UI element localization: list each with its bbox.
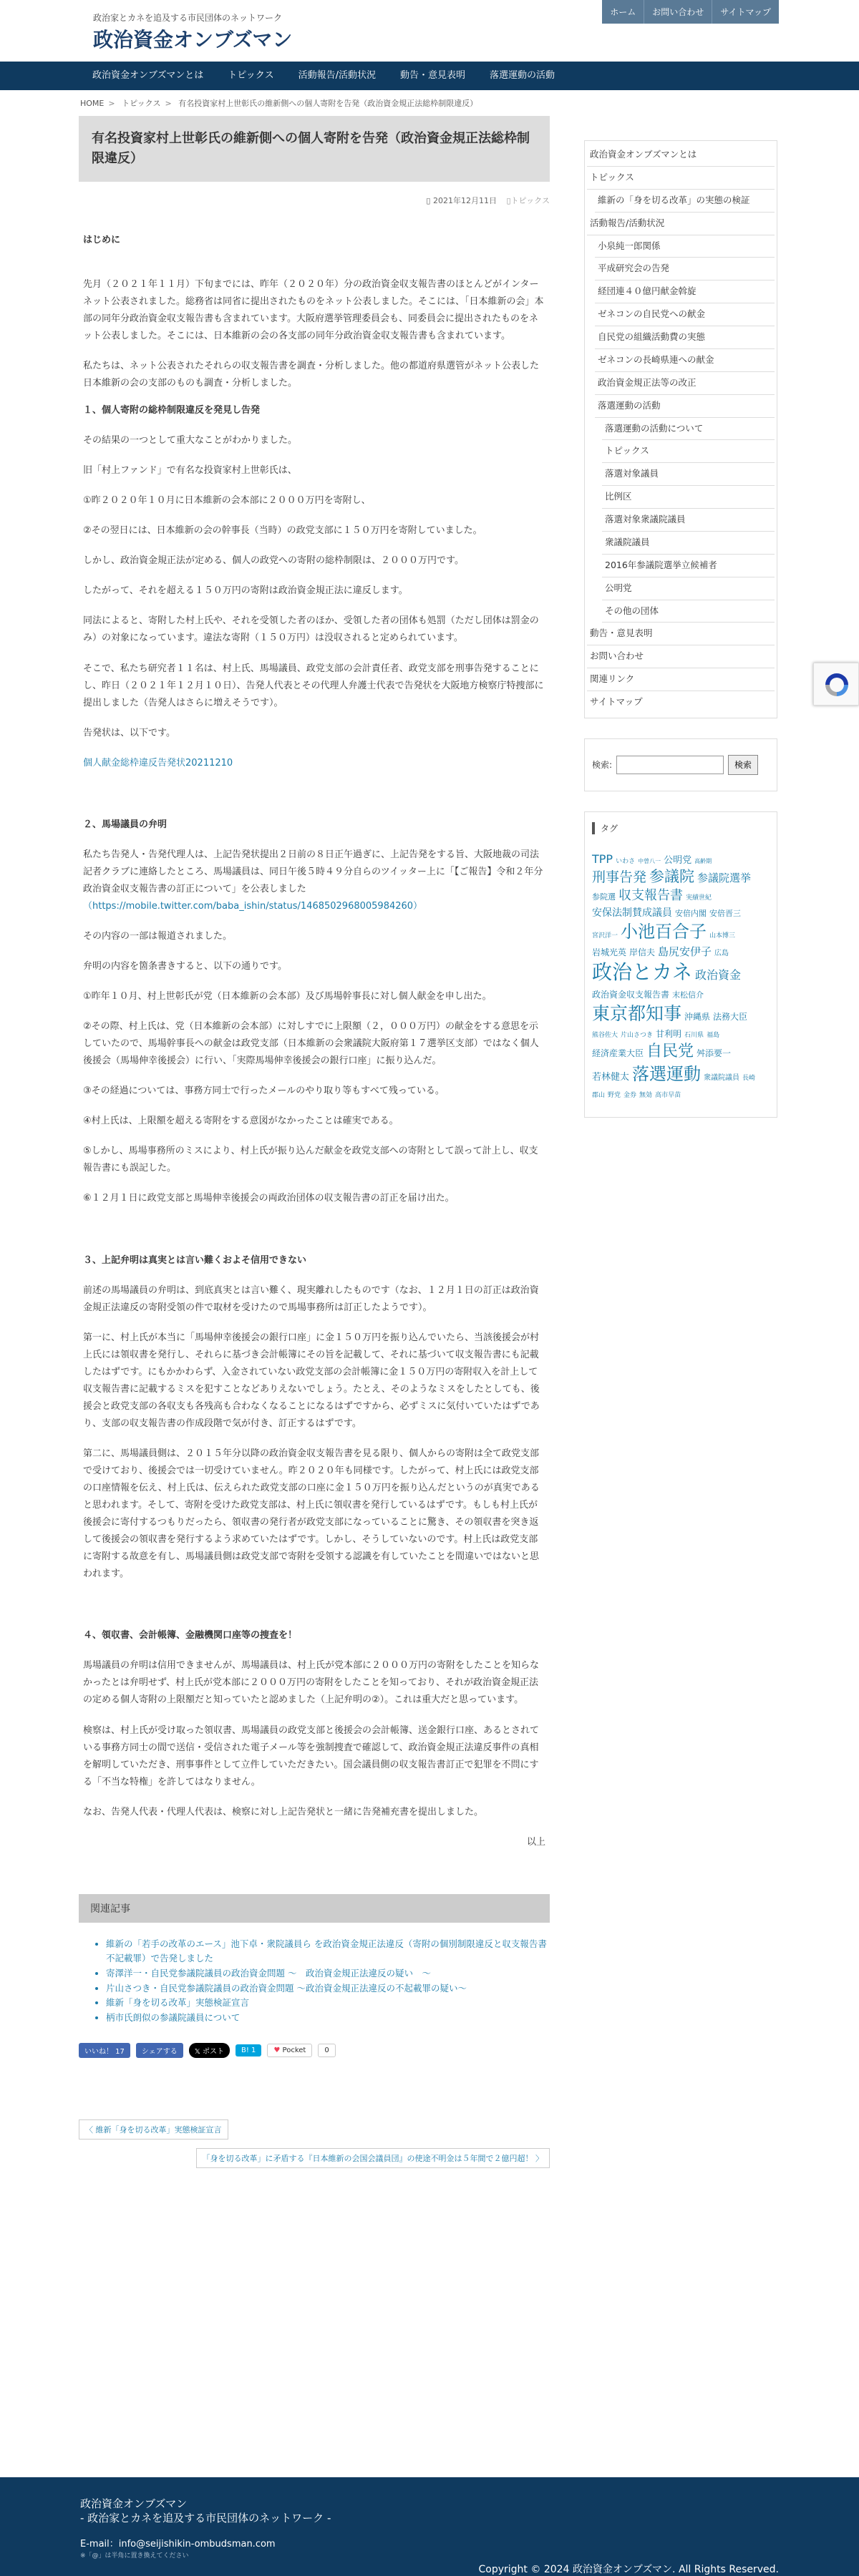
sidebar-item[interactable]: 動告・意見表明 [587, 623, 775, 645]
tag-link[interactable]: 高市早苗 [655, 1092, 681, 1100]
sidebar-item[interactable]: サイトマップ [590, 696, 643, 707]
sidebar-item[interactable]: ゼネコンの長崎県連への献金 [595, 349, 775, 372]
paragraph: 私たちは、ネット公表されたそれらの収支報告書を調査・分析しました。他の都道府県選管がネット公表した日本維新の会の支部のものも調査・分析しました。 [83, 361, 540, 389]
sidebar-item[interactable]: 経団連４０億円献金斡旋 [595, 280, 775, 303]
post-body [79, 232, 550, 1851]
paragraph: ①昨２０２０年１０月に日本維新の会本部に２０００万円を寄附し、 [83, 495, 371, 507]
tag-link[interactable]: 政治とカネ [592, 960, 693, 985]
top-link-home[interactable]: ホーム [610, 7, 636, 17]
tag-link[interactable]: 野党 [608, 1092, 621, 1100]
closing: 以上 [526, 1836, 545, 1848]
section-heading: ２、馬場議員の弁明 [83, 819, 168, 830]
paragraph: 旧「村上ファンド」で有名な投資家村上世彰氏は、 [83, 465, 297, 477]
footer-note: ※「@」は半角に置き換えてください [80, 2552, 189, 2560]
tag-link[interactable]: 熊谷佐大 [592, 1032, 618, 1040]
footer-tagline: - 政治家とカネを追及する市民団体のネットワーク - [80, 2512, 331, 2524]
section-heading: はじめに [83, 234, 121, 245]
tag-link[interactable]: TPP [592, 852, 613, 866]
pocket-icon: ♥ [273, 2046, 281, 2054]
tag-link[interactable]: 島尻安伊子 [658, 945, 712, 958]
tag-link[interactable]: 法務大臣 [713, 1011, 748, 1022]
post-meta [79, 195, 550, 206]
site-title[interactable]: 政治資金オンブズマン [93, 28, 293, 52]
tag-link[interactable]: 末松信介 [672, 990, 704, 1000]
paragraph: ③その経過については、事務方同士で行ったメールのやり取り等もすべて残っている。 [83, 1085, 445, 1097]
tag-link[interactable]: 安保法制賛成議員 [592, 907, 672, 919]
tag-link[interactable]: 政治資金収支報告書 [592, 990, 670, 1000]
paragraph: ⑥１２月１日に政党支部と馬場伸幸後援会の両政治団体の収支報告書の訂正を届け出た。 [83, 1193, 455, 1204]
tag-link[interactable]: 高齢期 [694, 857, 712, 864]
breadcrumb: HOME > トピックス > 有名投資家村上世彰氏の維新側への個人寄附を告発（政治資金規正法総枠制限違反） [80, 99, 478, 108]
sidebar-nav [584, 140, 777, 718]
paragraph: 同法によると、寄附した村上氏や、それを受領した者のほか、受領した者の団体も処罰（ただし団体は罰金のみ）の対象になっています。違法な寄附（１５０万円）は没収されると定められています。 [83, 615, 539, 644]
chevron-left-icon: 〈 [85, 2124, 93, 2135]
paragraph: 第一に、村上氏が本当に「馬場伸幸後援会の銀行口座」に金１５０万円を振り込んでいたら、当該後援会が村上氏には領収書を発行し、それらに基づき会計帳簿にその旨を記載して、それに基づいて収支報告書にも記載したはずです。にもかかわらず、入金されていない政党支部の会計帳簿に金１５０万円の寄附収入を計上して収支報告書に記載するミスを犯すことなどありえないでしょう。たとえ、そのようなミスをしたとしても、後援会と政党支部の各収支も各残高も合わなくなることになるはずですから、必ずミスに気付いていたはずであり、支部の収支報告書の作成段階で気が付き、訂正するはずです。 [83, 1332, 540, 1429]
tag-link[interactable]: 沖縄県 [684, 1011, 711, 1022]
paragraph: 私たち告発人・告発代理人は、上記告発状提出２日前の８日正午過ぎに、上記告発をする旨、大阪地裁の司法記者クラブに連絡したところ、馬場議員は、同日午後５時４９分自らのツイッター上に「【ご報告】令和２年分政治資金収支報告書の訂正について」を公表しました（https://mobile.twitter.com/baba_ishin/status/1468502968005984260） [83, 849, 543, 912]
pocket-count: 0 [318, 2044, 335, 2057]
related-link[interactable]: 柄市氏朗似の参議院議員について [106, 2011, 241, 2023]
tag-link[interactable]: 甘利明 [656, 1029, 682, 1040]
tag-link[interactable]: 参議院選挙 [697, 872, 752, 885]
tag-link[interactable]: 政治資金 [695, 968, 742, 982]
tag-link[interactable]: 長崎 [742, 1074, 756, 1082]
gnav-opinion[interactable]: 動告・意見表明 [399, 70, 465, 81]
related-link[interactable]: 寄澤洋一・自民党参議院議員の政治資金問題 〜 政治資金規正法違反の疑い 〜 [106, 1968, 431, 1979]
search-widget [584, 738, 777, 791]
sidebar-item[interactable]: その他の団体 [602, 600, 775, 623]
tag-cloud [592, 852, 770, 1101]
breadcrumb-home[interactable]: HOME [80, 99, 105, 108]
tag-link[interactable]: 衆議院議員 [704, 1073, 740, 1082]
tag-link[interactable]: 参議院 [649, 868, 695, 886]
post-category[interactable]: トピックス [510, 195, 550, 205]
gnav-topics[interactable]: トピックス [228, 70, 274, 81]
breadcrumb-topics[interactable]: トピックス [122, 99, 161, 108]
sidebar-item[interactable]: 小泉純一郎関係 [595, 235, 775, 258]
tag-link[interactable]: 参院選 [592, 892, 616, 902]
tag-link[interactable]: 中曽八一 [638, 857, 661, 864]
related-link[interactable]: 維新の「若手の改革のエース」池下卓・衆院議員ら を政治資金規正法違反（寄附の個別制限違反と収支報告書不記載罪）で告発しました [106, 1938, 547, 1964]
site-tagline: 政治家とカネを追及する市民団体のネットワーク [93, 13, 283, 23]
paragraph: ②その際、村上氏は、党（日本維新の会本部）に対しすでに上限額（２，０００万円）の献金をする意思を示していたので、馬場幹事長への献金は政党支部（日本維新の会衆議院大阪府第１７選挙区支部）ではなく個人後援会（馬場伸幸後援会）に行い、「実際馬場伸幸後援会の銀行口座」に振り込んだ。 [83, 1021, 539, 1067]
breadcrumb-current: 有名投資家村上世彰氏の維新側への個人寄附を告発（政治資金規正法総枠制限違反） [178, 99, 478, 108]
sidebar-item[interactable]: 関連リンク [587, 668, 775, 691]
tag-link[interactable]: 郡山 [592, 1092, 606, 1100]
chevron-right-icon: 〉 [535, 2153, 543, 2163]
tag-link[interactable]: 無効 [639, 1092, 653, 1100]
sidebar-item[interactable]: 落選対象議員 [602, 463, 775, 486]
related-link[interactable]: 維新「身を切る改革」実態検証宣言 [106, 1997, 250, 2009]
paragraph: その内容の一部は報道されました。 [83, 931, 233, 942]
sidebar-item[interactable]: 落選運動の活動 [595, 395, 775, 418]
footer-name: 政治資金オンブズマン [80, 2497, 188, 2510]
complaint-pdf-link[interactable]: 個人献金総枠違反告発状20211210 [83, 757, 233, 769]
tag-link[interactable]: 岩城光英 [592, 947, 627, 957]
post-pager [79, 2119, 550, 2168]
share-buttons [79, 2043, 550, 2058]
paragraph: 先月（２０２１年１１月）下旬までには、昨年（２０２０年）分の政治資金収支報告書のほとんどがインターネット公表されました。総務省は同省に提出されたものをネット公表しました。そこには、「日本維新の会」本部の同年分政治資金収支報告書も含まれています。大阪府選挙管理委員会も、同委員会に提出されたものをネット公表しました。そこには、日本維新の会の各支部の同年分政治資金収支報告書も含まれています。 [83, 278, 544, 341]
next-post-link[interactable]: 「身を切る改革」に矛盾する『日本維新の会国会議員団』の使途不明金は５年間で２億円超！ 〉 [196, 2148, 550, 2168]
paragraph: ④村上氏は、上限額を超える寄附をする意図がなかったことは確実である。 [83, 1116, 399, 1127]
sidebar-item[interactable]: 政治資金規正法等の改正 [595, 372, 775, 395]
top-link-contact[interactable]: お問い合わせ [644, 0, 712, 24]
paragraph: ①昨年１０月、村上世彰氏が党（日本維新の会本部）及び馬場幹事長に対し個人献金を申し出た。 [83, 991, 492, 1002]
paragraph: その結果の一つとして重大なことがわかりました。 [83, 435, 298, 447]
pocket-button[interactable]: ♥ Pocket [267, 2044, 312, 2057]
tag-link[interactable]: 落選運動 [632, 1063, 702, 1084]
paragraph: ⑤しかし、馬場事務所のミスにより、村上氏が振り込んだ献金を政党支部への寄附として誤って計上し、収支報告書にも誤記した。 [83, 1146, 538, 1174]
sidebar-item[interactable]: 落選対象衆議院議員 [602, 509, 775, 532]
recaptcha-icon [822, 670, 851, 699]
sidebar-item[interactable]: トピックス [602, 440, 775, 463]
main-content [79, 116, 550, 2168]
tag-link[interactable]: 自民党 [646, 1043, 694, 1061]
facebook-share-button[interactable]: シェアする [136, 2043, 183, 2058]
top-link-sitemap[interactable]: サイトマップ [712, 0, 779, 24]
sidebar-item[interactable]: 比例区 [602, 486, 775, 509]
sidebar-item[interactable]: 活動報告/活動状況 [587, 213, 775, 235]
tag-link[interactable]: 公明党 [664, 854, 692, 866]
post-date: 2021年12月11日 [432, 195, 497, 205]
tag-link[interactable]: 東京都知事 [592, 1002, 682, 1024]
sidebar-item[interactable]: 平成研究会の告発 [595, 258, 775, 280]
sidebar-item[interactable]: 2016年参議院選挙立候補者 [602, 555, 775, 577]
tag-link[interactable]: 岸信夫 [629, 947, 656, 957]
twitter-link[interactable]: （https://mobile.twitter.com/baba_ishin/status/1468502968005984260） [83, 900, 423, 912]
tag-link[interactable]: 石川県 [684, 1032, 704, 1040]
tag-link[interactable]: 広島 [714, 949, 729, 957]
paragraph: しかし、政治資金規正法が定める、個人の政党への寄附の総枠制限は、２０００万円です。 [83, 555, 464, 567]
tag-link[interactable]: 福島 [707, 1032, 720, 1040]
sidebar-item[interactable]: 衆議院議員 [602, 532, 775, 555]
footer-email: E-mail：info@seijishikin-ombudsman.com [80, 2539, 276, 2550]
tag-link[interactable]: 経済産業大臣 [592, 1048, 644, 1059]
tag-cloud-widget [584, 811, 777, 1118]
folder-icon: ▯ [506, 195, 511, 205]
top-links [602, 0, 779, 24]
x-post-button[interactable]: 𝕏 ポスト [189, 2043, 230, 2058]
sidebar-item[interactable]: 維新の「身を切る改革」の実態の検証 [595, 190, 775, 213]
paragraph: そこで、私たち研究者１１名は、村上氏、馬場議員、政党支部の会計責任者、政党支部を刑事告発することにし、昨日（２０２１年１２月１０日）、告発人代表とその代理人弁護士代表で告発状を大阪地方検察庁特捜部に提出しました（告発人はさらに増えそうです）。 [83, 663, 544, 708]
sidebar-item[interactable]: お問い合わせ [587, 645, 775, 668]
search-button[interactable]: 検索 [728, 755, 758, 775]
tag-link[interactable]: 片山さつき [621, 1032, 654, 1040]
tag-link[interactable]: 刑事告発 [592, 869, 647, 886]
search-input[interactable] [616, 756, 724, 774]
paragraph: したがって、それを超える１５０万円の寄附は政治資金規正法に違反します。 [83, 585, 408, 597]
section-heading: １、個人寄附の総枠制限違反を発見し告発 [83, 405, 261, 416]
facebook-like-button[interactable]: いいね！ 17 [79, 2043, 130, 2058]
global-nav [0, 62, 859, 90]
tag-link[interactable]: 若林健太 [592, 1071, 630, 1083]
tag-link[interactable]: 金券 [623, 1092, 637, 1100]
tag-link[interactable]: 舛添要一 [697, 1048, 732, 1059]
search-label: 検索: [592, 760, 613, 771]
tag-link[interactable]: 安倍晋三 [709, 909, 741, 919]
gnav-activity[interactable]: 活動報告/活動状況 [298, 70, 376, 81]
tag-link[interactable]: いわさ [616, 857, 636, 865]
x-icon: 𝕏 [194, 2047, 203, 2056]
tag-link[interactable]: 山本博三 [709, 932, 736, 940]
related-list [106, 1937, 550, 2026]
sidebar-item[interactable]: ゼネコンの自民党への献金 [595, 303, 775, 326]
related-link[interactable]: 片山さつき・自民党参議院議員の政治資金問題 〜政治資金規正法違反の不起載罪の疑い〜 [106, 1982, 467, 1994]
paragraph: ②その翌日には、日本維新の会の幹事長（当時）の政党支部に１５０万円を寄附していました。 [83, 525, 482, 537]
page-title: 有名投資家村上世彰氏の維新側への個人寄附を告発（政治資金規正法総枠制限違反） [79, 116, 550, 182]
tag-link[interactable]: 収支報告書 [618, 888, 683, 904]
footer-copyright: Copyright © 2024 政治資金オンブズマン. All Rights Reserved. [478, 2564, 779, 2575]
sidebar-item[interactable]: 自民党の組織活動費の実態 [595, 326, 775, 349]
paragraph: 馬場議員の弁明は信用できませんが、馬場議員は、村上氏が党本部に２０００万円の寄附をしたことを知らなかったとは弁明せず、村上氏が党本部に２０００万円の寄附をしたことを知っており、それが政治資金規正法の定める個人寄附の上限額だと知っていたと認めました（上記弁明の②）。これは重大だと思っています。 [83, 1660, 540, 1706]
gnav-campaign[interactable]: 落選運動の活動 [490, 70, 555, 81]
related-heading: 関連記事 [79, 1894, 550, 1923]
gnav-about[interactable]: 政治資金オンブズマンとは [92, 70, 204, 81]
tag-link[interactable]: 小池百合子 [621, 922, 707, 942]
prev-post-link[interactable]: 〈 維新「身を切る改革」実態検証宣言 [79, 2119, 228, 2140]
tag-link[interactable]: 安倍内閣 [675, 909, 707, 919]
section-heading: ３、上記弁明は真実とは言い難くおよそ信用できない [83, 1254, 307, 1266]
paragraph: 検察は、村上氏が受け取った領収書、馬場議員の政党支部と後援会の会計帳簿、送金銀行口座、あるとされている事務方同士の間で送信・受信された電子メール等を強制捜査で確認して、政治資金規正法違反事件の真相を解明していただき、刑事事件として立件していただきたい。国会議員側の収支報告書訂正で犯罪を不問にする「不当な特権」を許してはなりません。 [83, 1724, 540, 1787]
tag-link[interactable]: 実績世紀 [686, 894, 712, 902]
site-header [0, 0, 859, 62]
hatena-button[interactable]: B! 1 [236, 2044, 261, 2057]
section-heading: ４、領収書、会計帳簿、金融機関口座等の捜査を！ [83, 1630, 298, 1641]
tag-link[interactable]: 宮沢洋一 [592, 932, 618, 940]
sidebar-item[interactable]: 政治資金オンブズマンとは [587, 144, 775, 167]
sidebar-item[interactable]: 公明党 [602, 577, 775, 600]
paragraph: 告発状は、以下です。 [83, 727, 175, 738]
paragraph: 前述の馬場議員の弁明は、到底真実とは言い難く、現実離れしたものです（なお、１２月１日の訂正は政治資金規正法違反の寄附受領の件で取材を受けたので馬場事務所は訂正したようです）。 [83, 1284, 539, 1313]
paragraph: 弁明の内容を箇条書きすると、以下の通りです。 [83, 961, 287, 972]
recaptcha-badge[interactable] [813, 663, 859, 706]
paragraph: なお、告発人代表・代理人代表は、検察に対し上記告発状と一緒に告発補充書を提出しました。 [83, 1806, 484, 1818]
tag-heading: タグ [592, 822, 770, 834]
sidebar-item[interactable]: 落選運動の活動について [602, 418, 775, 441]
sidebar [584, 140, 777, 1118]
calendar-icon: ▯ [426, 195, 431, 205]
sidebar-item[interactable]: トピックス [587, 167, 775, 190]
paragraph: 第二に、馬場議員側は、２０１５年分以降の政治資金収支報告書を見る限り、個人からの寄附は全て政党支部で受けており、後援会では一切受けていません。昨２０２０年も同様です。したがって、村上氏には政党支部の口座情報を伝え、村上氏は、伝えられた政党支部の口座に金１５０万円を振り込んだというのが真実であると思われます。そして、寄附を受けた政党支部は、村上氏に領収書を発行しているはずです。もしも村上氏が後援会に寄付するつもりだったら、領収書の発行者が政党支部になっていることに驚き、その領収書を突き返して後援会の領収書を発行するよう求めていたはずです。しかし、そうしていないのです。村上氏は政党支部に寄附する故意を有し、馬場議員側は政党支部で寄附を受領する認識を有していたことを間違いではないと思われます。 [83, 1448, 540, 1580]
site-footer [0, 2477, 859, 2576]
